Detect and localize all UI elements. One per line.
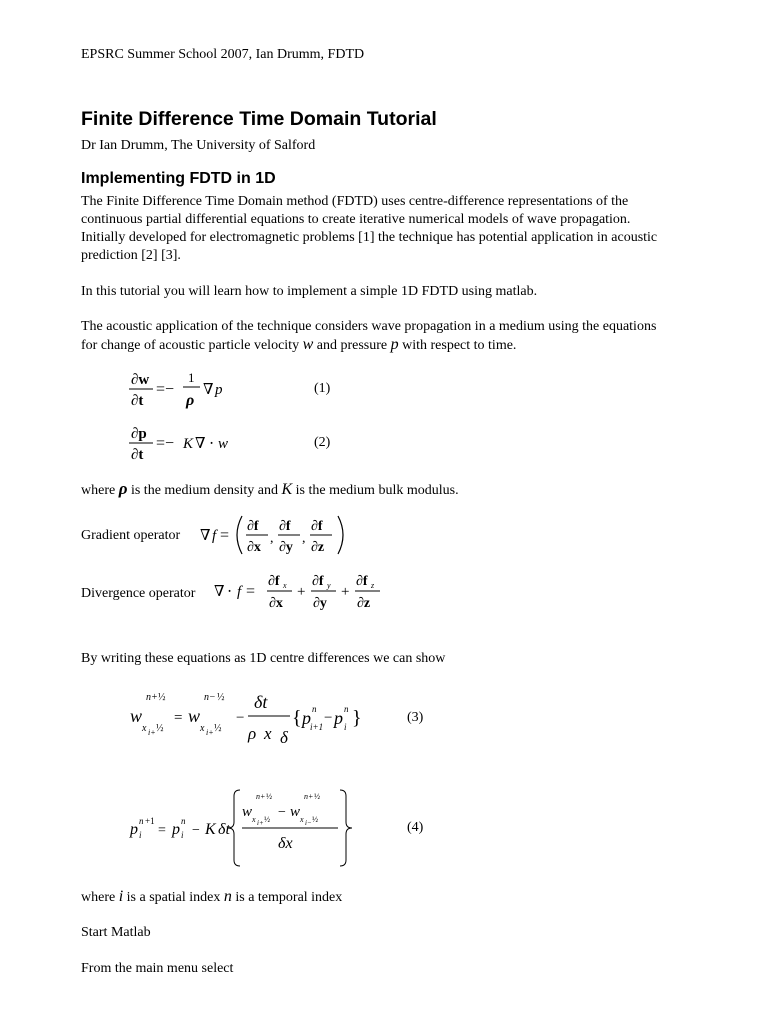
- svg-text:x: x: [264, 724, 272, 743]
- svg-text:−: −: [324, 710, 333, 726]
- symbol-rho: ρ: [118, 479, 128, 498]
- svg-text:n: n: [344, 704, 349, 714]
- svg-text:δt: δt: [254, 692, 268, 712]
- svg-text:n+: n+: [304, 792, 314, 801]
- density-sentence: where ρ is the medium density and K is the medium bulk modulus.: [81, 479, 459, 498]
- intro-line: continuous partial differential equations to create iterative numerical models of wave propagation.: [81, 212, 631, 227]
- svg-text:½: ½: [214, 723, 222, 734]
- svg-text:p: p: [302, 708, 311, 728]
- svg-text:p: p: [172, 821, 180, 838]
- svg-text:w: w: [188, 706, 201, 726]
- svg-text:,: ,: [302, 531, 306, 546]
- acoustic-paragraph: [81, 318, 721, 354]
- svg-text:−: −: [192, 823, 200, 838]
- svg-text:∂f: ∂f: [279, 519, 291, 534]
- svg-text:½: ½: [217, 692, 225, 703]
- svg-text:w: w: [218, 436, 229, 452]
- svg-text:i−: i−: [305, 819, 312, 827]
- svg-text:⋅: ⋅: [227, 584, 233, 600]
- svg-text:=: =: [174, 710, 183, 726]
- intro-line: prediction [2] [3].: [81, 248, 181, 263]
- svg-text:∇: ∇: [200, 528, 211, 544]
- svg-text:½: ½: [312, 815, 318, 824]
- svg-text:z: z: [371, 581, 375, 590]
- svg-text:n: n: [312, 704, 317, 714]
- equation-1-number: (1): [314, 381, 331, 396]
- svg-text:∂f: ∂f: [268, 574, 280, 589]
- svg-text:δx: δx: [278, 835, 293, 852]
- svg-text:δt: δt: [218, 821, 230, 838]
- acoustic-line-1: The acoustic application of the technique considers wave propagation in a medium using the equations: [81, 319, 657, 334]
- svg-text:x: x: [283, 581, 287, 590]
- start-matlab-line: Start Matlab: [81, 925, 151, 940]
- svg-text:x: x: [142, 723, 147, 734]
- page-header: EPSRC Summer School 2007, Ian Drumm, FDTD: [81, 47, 365, 62]
- intro-paragraph: [81, 193, 721, 265]
- svg-text:+1: +1: [145, 816, 155, 826]
- svg-text:∂f: ∂f: [312, 574, 324, 589]
- svg-text:=: =: [246, 583, 256, 600]
- svg-text:∂z: ∂z: [357, 596, 371, 611]
- equation-3-number: (3): [407, 710, 424, 725]
- divergence-label: Divergence operator: [81, 586, 196, 601]
- main-menu-line: From the main menu select: [81, 961, 234, 976]
- svg-text:,: ,: [270, 531, 274, 546]
- var-p: p: [390, 336, 399, 353]
- svg-text:∂f: ∂f: [311, 519, 323, 534]
- svg-text:i+: i+: [257, 819, 264, 827]
- intro-line: The Finite Difference Time Domain method (FDTD) uses centre-difference representations of the: [81, 194, 629, 209]
- svg-text:½: ½: [158, 692, 166, 703]
- svg-text:=: =: [220, 527, 230, 544]
- tutorial-paragraph: In this tutorial you will learn how to implement a simple 1D FDTD using matlab.: [81, 284, 538, 299]
- svg-text:y: y: [327, 581, 331, 590]
- svg-text:=−: =−: [156, 435, 175, 452]
- svg-text:w: w: [130, 706, 143, 726]
- svg-text:∇: ∇: [195, 436, 206, 452]
- svg-text:∂t: ∂t: [131, 393, 144, 409]
- svg-text:½: ½: [156, 723, 164, 734]
- svg-text:=: =: [158, 823, 166, 838]
- svg-text:½: ½: [264, 815, 270, 824]
- svg-text:i: i: [344, 722, 347, 732]
- equation-2-number: (2): [314, 435, 331, 450]
- svg-text:+: +: [341, 584, 350, 600]
- svg-text:ρ: ρ: [186, 392, 195, 409]
- svg-text:i: i: [139, 830, 142, 840]
- svg-text:i+: i+: [206, 728, 214, 737]
- gradient-formula: [198, 512, 358, 558]
- svg-text:i: i: [181, 830, 184, 840]
- svg-text:=−: =−: [156, 381, 175, 398]
- svg-text:∂x: ∂x: [269, 596, 283, 611]
- svg-text:i+1: i+1: [310, 722, 324, 732]
- svg-text:∂x: ∂x: [247, 540, 261, 555]
- svg-text:∂y: ∂y: [313, 596, 327, 611]
- intro-line: Initially developed for electromagnetic problems [1] the technique has potential application in acoustic: [81, 230, 658, 245]
- equation-4-number: (4): [407, 820, 424, 835]
- svg-text:p: p: [334, 708, 343, 728]
- symbol-n: n: [223, 888, 232, 905]
- svg-text:w: w: [290, 804, 301, 820]
- equation-4: [126, 786, 366, 868]
- acoustic-line-2: for change of acoustic particle velocity w and pressure p with respect to time.: [81, 336, 517, 353]
- svg-text:ρ: ρ: [248, 724, 257, 743]
- symbol-i: i: [118, 888, 124, 905]
- svg-text:p: p: [215, 382, 223, 398]
- svg-text:∂f: ∂f: [356, 574, 368, 589]
- svg-text:∂z: ∂z: [311, 540, 325, 555]
- svg-text:x: x: [252, 815, 256, 824]
- svg-text:K: K: [183, 436, 194, 452]
- svg-text:n+: n+: [146, 692, 158, 703]
- svg-text:n: n: [139, 816, 144, 826]
- svg-text:K: K: [205, 821, 216, 838]
- svg-text:∇: ∇: [203, 382, 214, 398]
- svg-text:n−: n−: [204, 692, 216, 703]
- svg-text:∂f: ∂f: [247, 519, 259, 534]
- svg-text:∂p: ∂p: [131, 426, 147, 442]
- svg-text:f: f: [212, 528, 217, 544]
- svg-text:∇: ∇: [214, 584, 225, 600]
- svg-text:x: x: [300, 815, 304, 824]
- svg-text:∂t: ∂t: [131, 447, 144, 463]
- svg-text:w: w: [242, 804, 253, 820]
- document-title: Finite Difference Time Domain Tutorial: [81, 108, 437, 130]
- section-heading: Implementing FDTD in 1D: [81, 170, 276, 187]
- svg-text:{: {: [292, 707, 302, 729]
- svg-text:1: 1: [188, 370, 195, 385]
- var-w: w: [302, 336, 314, 353]
- equation-3: [126, 686, 366, 748]
- symbol-K: K: [281, 481, 293, 498]
- svg-text:i+: i+: [148, 728, 156, 737]
- centre-difference-sentence: By writing these equations as 1D centre differences we can show: [81, 651, 446, 666]
- svg-text:½: ½: [266, 792, 272, 801]
- gradient-label: Gradient operator: [81, 528, 181, 543]
- svg-text:δ: δ: [280, 728, 288, 747]
- svg-text:n+: n+: [256, 792, 266, 801]
- svg-text:+: +: [297, 584, 306, 600]
- svg-text:x: x: [200, 723, 205, 734]
- equation-2: [126, 424, 256, 464]
- divergence-formula: [212, 572, 392, 612]
- svg-text:−: −: [236, 710, 245, 726]
- svg-text:½: ½: [314, 792, 320, 801]
- svg-text:}: }: [352, 707, 362, 729]
- svg-text:p: p: [130, 821, 138, 838]
- author-line: Dr Ian Drumm, The University of Salford: [81, 138, 316, 153]
- svg-text:n: n: [181, 816, 186, 826]
- index-sentence: where i is a spatial index n is a temporal index: [81, 888, 343, 905]
- svg-text:∂w: ∂w: [131, 372, 150, 388]
- equation-1: [126, 370, 246, 410]
- svg-text:f: f: [237, 584, 242, 600]
- svg-text:−: −: [278, 805, 286, 820]
- svg-text:⋅: ⋅: [209, 436, 215, 452]
- svg-text:∂y: ∂y: [279, 540, 293, 555]
